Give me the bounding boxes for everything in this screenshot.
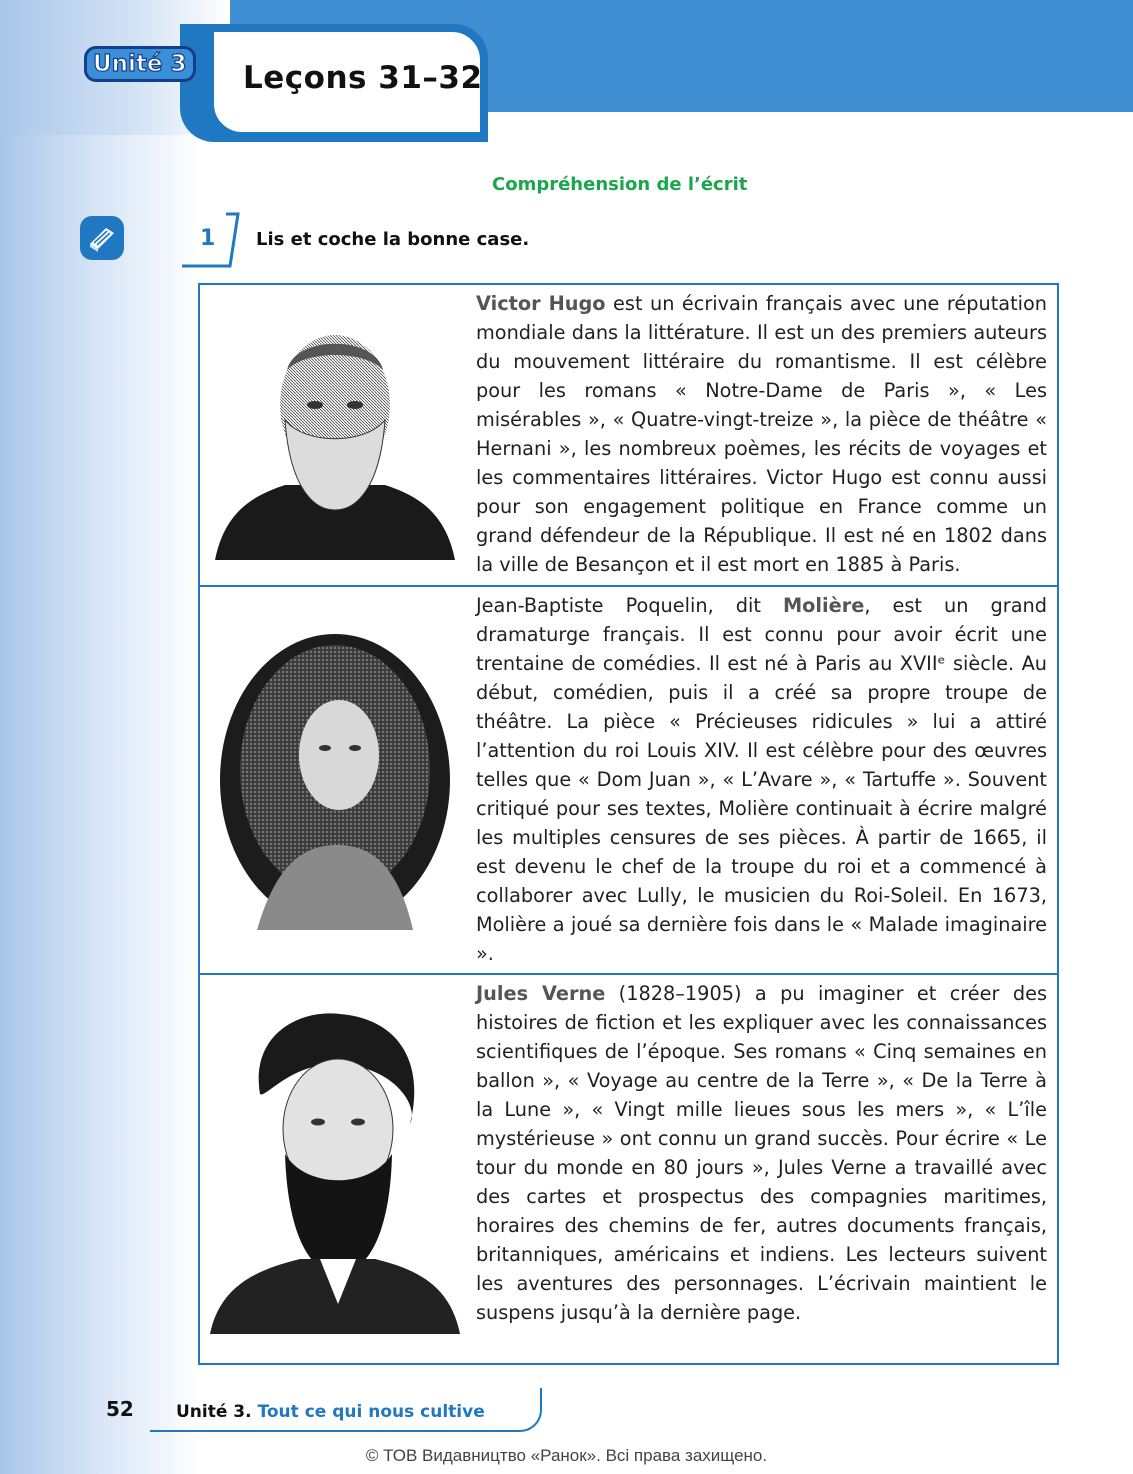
author-name: Victor Hugo bbox=[476, 292, 606, 315]
victor-hugo-portrait bbox=[200, 285, 470, 585]
moliere-portrait bbox=[200, 587, 470, 973]
entry-row-hugo bbox=[200, 285, 1057, 587]
entry-body: (1828–1905) a pu imaginer et créer des histoires de fiction et les expliquer avec les connaissances scientifiques de l’époque. Ses romans « Cinq semaines en ballon », « Voyage au centre de la Terre », « De la Terre à la Lune », « Vingt mille lieues sous les mers », « L’île mystérieuse » ont connu un grand succès. Pour écrire « Le tour du monde en 80 jours », Jules Verne a travaillé avec des cartes et prospectus des compagnies maritimes, horaires des chemins de fer, autres documents français, britanniques, américains et indiens. Les lecteurs suivent les aventures des personnages. L’écrivain maintient le suspens jusqu’à la dernière page. bbox=[476, 982, 1047, 1324]
page-number: 52 bbox=[106, 1397, 134, 1421]
copyright-notice: © ТОВ Видавництво «Ранок». Всі права захищено. bbox=[365, 1446, 768, 1465]
entry-body: est un écrivain français avec une réputation mondiale dans la littérature. Il est un des premiers auteurs du mouvement littéraire du romantisme. Il est célèbre pour les romans « Notre-Dame de Paris », « Les misérables », « Quatre-vingt-treize », la pièce de théâtre « Hernani », les nombreux poèmes, les récits de voyages et les commentaires littéraires. Victor Hugo est connu aussi pour son engagement politique en France comme un grand défendeur de la République. Il est né en 1802 dans la ville de Besançon et il est mort en 1885 à Paris. bbox=[476, 292, 1047, 576]
entry-body: , est un grand dramaturge français. Il est connu pour avoir écrit une trentaine de comédies. Il est né à Paris au XVIIᵉ siècle. Au début, comédien, puis il a créé sa propre troupe de théâtre. La pièce « Précieuses ridicules » lui a attiré l’attention du roi Louis XIV. Il est célèbre pour des œuvres telles que « Dom Juan », « L’Avare », « Tartuffe ». Souvent critiqué pour ses textes, Molière continuait à écrire malgré les multiples censures de ses pièces. À partir de 1665, il est devenu le chef de la troupe du roi et a commencé à collaborer avec Lully, le musicien du Roi-Soleil. En 1673, Molière a joué sa dernière fois dans le « Malade imaginaire ». bbox=[476, 594, 1047, 965]
jules-verne-portrait bbox=[200, 975, 470, 1363]
footer-unit bbox=[176, 1402, 485, 1422]
footer-unit-label: Unité 3. bbox=[176, 1402, 252, 1422]
entry-text-moliere bbox=[470, 587, 1057, 973]
exercise-instruction: Lis et coche la bonne case. bbox=[256, 229, 530, 250]
author-name: Jules Verne bbox=[476, 982, 606, 1005]
entry-pre: Jean-Baptiste Poquelin, dit bbox=[476, 594, 783, 617]
entry-text-hugo bbox=[470, 285, 1057, 585]
footer-unit-title: Tout ce qui nous cultive bbox=[257, 1402, 485, 1422]
book-icon bbox=[80, 216, 124, 260]
entry-text-verne bbox=[470, 975, 1057, 1363]
exercise-number: 1 bbox=[200, 226, 216, 251]
lesson-title: Leçons 31–32 bbox=[243, 60, 483, 96]
author-name: Molière bbox=[783, 594, 865, 617]
section-title: Compréhension de l’écrit bbox=[492, 174, 748, 195]
entry-row-verne bbox=[200, 975, 1057, 1363]
reading-table bbox=[198, 283, 1059, 1365]
entry-row-moliere bbox=[200, 587, 1057, 975]
unit-badge: Unité 3 bbox=[84, 46, 196, 82]
